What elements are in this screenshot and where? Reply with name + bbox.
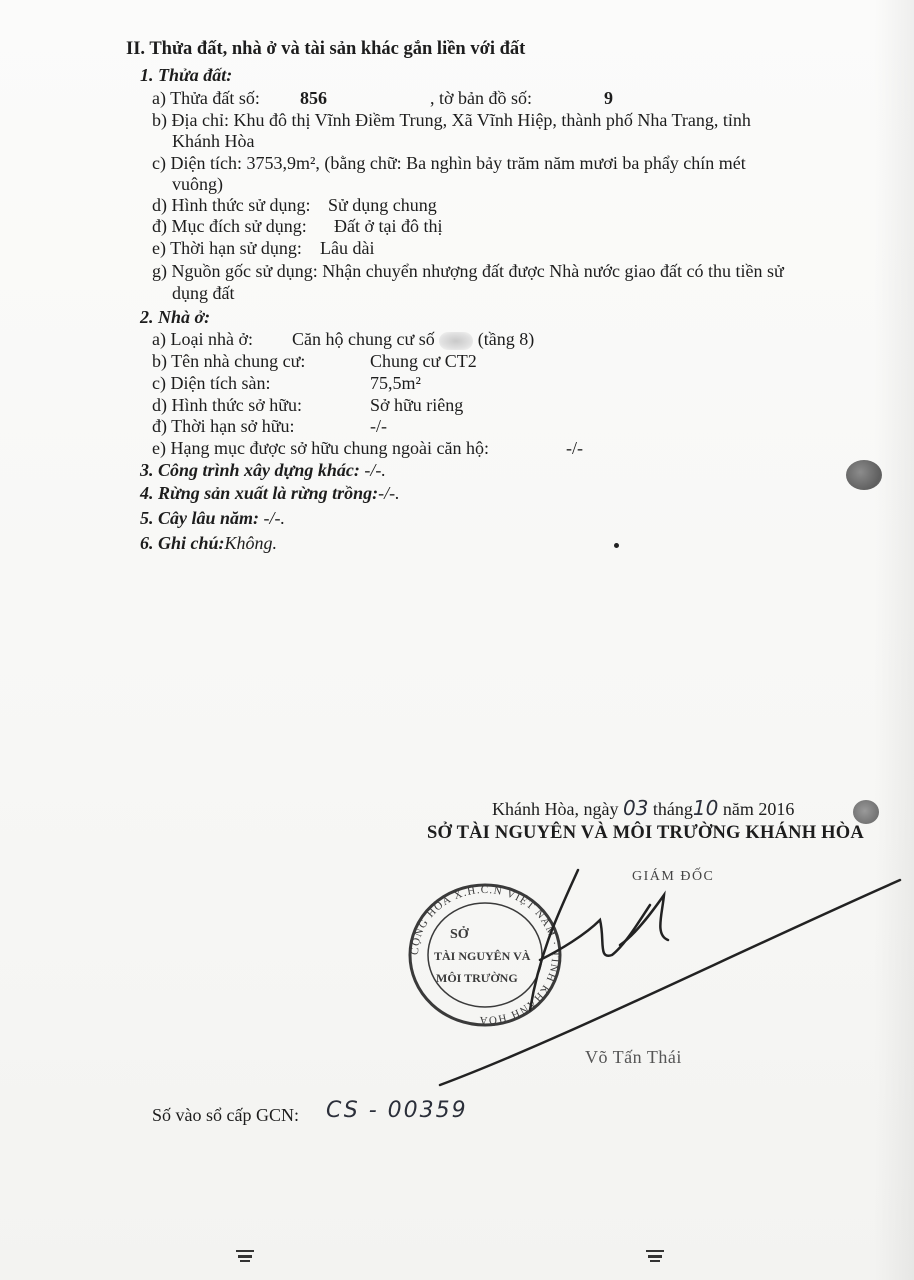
construction-label: 3. Công trình xây dựng khác: bbox=[140, 460, 360, 480]
date-day: 03 bbox=[622, 796, 649, 820]
signer-name: Võ Tấn Thái bbox=[585, 1047, 682, 1067]
ownership-label: d) Hình thức sở hữu: bbox=[152, 395, 303, 415]
own-term-value: -/- bbox=[370, 416, 387, 436]
note-value: Không. bbox=[224, 533, 278, 553]
section-title: II. Thửa đất, nhà ở và tài sản khác gắn liền với đất bbox=[126, 39, 526, 59]
own-term-label: đ) Thời hạn sở hữu: bbox=[152, 416, 295, 436]
address-line-1: b) Địa chỉ: Khu đô thị Vĩnh Điềm Trung, Xã Vĩnh Hiệp, thành phố Nha Trang, tỉnh bbox=[152, 110, 751, 130]
floor-area-value: 75,5m² bbox=[370, 373, 421, 393]
area-line-2: vuông) bbox=[172, 174, 223, 194]
common-area-label: e) Hạng mục được sở hữu chung ngoài căn hộ: bbox=[152, 438, 489, 458]
ownership-value: Sở hữu riêng bbox=[370, 395, 464, 415]
date-month-label: tháng bbox=[652, 799, 693, 819]
construction-value: -/-. bbox=[364, 460, 386, 480]
binding-mark-left bbox=[236, 1246, 254, 1264]
house-type-suffix: (tầng 8) bbox=[477, 329, 535, 349]
term-label: e) Thời hạn sử dụng: bbox=[152, 238, 302, 258]
official-stamp bbox=[409, 884, 561, 1026]
place-date-prefix: Khánh Hòa, ngày bbox=[492, 799, 619, 819]
purpose-label: đ) Mục đích sử dụng: bbox=[152, 216, 307, 236]
perennial-label: 5. Cây lâu năm: bbox=[140, 508, 260, 528]
address-line-2: Khánh Hòa bbox=[172, 131, 255, 151]
map-sheet-number: 9 bbox=[604, 88, 613, 108]
stamp-line-3: MÔI TRƯỜNG bbox=[436, 971, 518, 985]
building-value: Chung cư CT2 bbox=[370, 351, 477, 371]
perennial-value: -/-. bbox=[263, 508, 286, 528]
signer-title: GIÁM ĐỐC bbox=[632, 869, 715, 884]
forest-value: -/-. bbox=[378, 483, 400, 503]
use-form-label: d) Hình thức sử dụng: bbox=[152, 195, 311, 215]
land-heading: 1. Thửa đất: bbox=[140, 65, 233, 85]
stamp-line-2: TÀI NGUYÊN VÀ bbox=[434, 949, 531, 963]
note-label: 6. Ghi chú: bbox=[140, 533, 225, 553]
parcel-label: a) Thửa đất số: bbox=[152, 88, 260, 108]
stamp-ring-text: CỘNG HÒA X.H.C.N VIỆT NAM · TỈNH KHÁNH HÒA bbox=[408, 883, 562, 1027]
binding-mark-right bbox=[646, 1246, 664, 1264]
date-month: 10 bbox=[692, 796, 719, 820]
stamp-line-1: SỞ bbox=[450, 927, 469, 942]
use-form-value: Sử dụng chung bbox=[328, 195, 437, 215]
floor-area-label: c) Diện tích sàn: bbox=[152, 373, 271, 393]
house-heading: 2. Nhà ở: bbox=[140, 307, 211, 327]
origin-line-2: dụng đất bbox=[172, 283, 235, 303]
term-value: Lâu dài bbox=[320, 238, 375, 258]
parcel-number: 856 bbox=[300, 88, 327, 108]
forest-label: 4. Rừng sản xuất là rừng trồng: bbox=[140, 483, 379, 503]
area-line-1: c) Diện tích: 3753,9m², (bằng chữ: Ba nghìn bảy trăm năm mươi ba phẩy chín mét bbox=[152, 153, 746, 173]
issuing-organization: SỞ TÀI NGUYÊN VÀ MÔI TRƯỜNG KHÁNH HÒA bbox=[427, 823, 864, 843]
house-type-label: a) Loại nhà ở: bbox=[152, 329, 253, 349]
date-year: năm 2016 bbox=[722, 799, 795, 819]
building-label: b) Tên nhà chung cư: bbox=[152, 351, 306, 371]
gcn-label: Số vào sổ cấp GCN: bbox=[152, 1105, 299, 1125]
map-sheet-label: , tờ bản đồ số: bbox=[430, 88, 533, 108]
common-area-value: -/- bbox=[566, 438, 583, 458]
purpose-value: Đất ở tại đô thị bbox=[334, 216, 443, 236]
origin-line-1: g) Nguồn gốc sử dụng: Nhận chuyển nhượng đất được Nhà nước giao đất có thu tiền sử bbox=[152, 261, 784, 281]
gcn-number: CS - 00359 bbox=[326, 1098, 468, 1123]
house-type-text: Căn hộ chung cư số bbox=[292, 329, 435, 349]
